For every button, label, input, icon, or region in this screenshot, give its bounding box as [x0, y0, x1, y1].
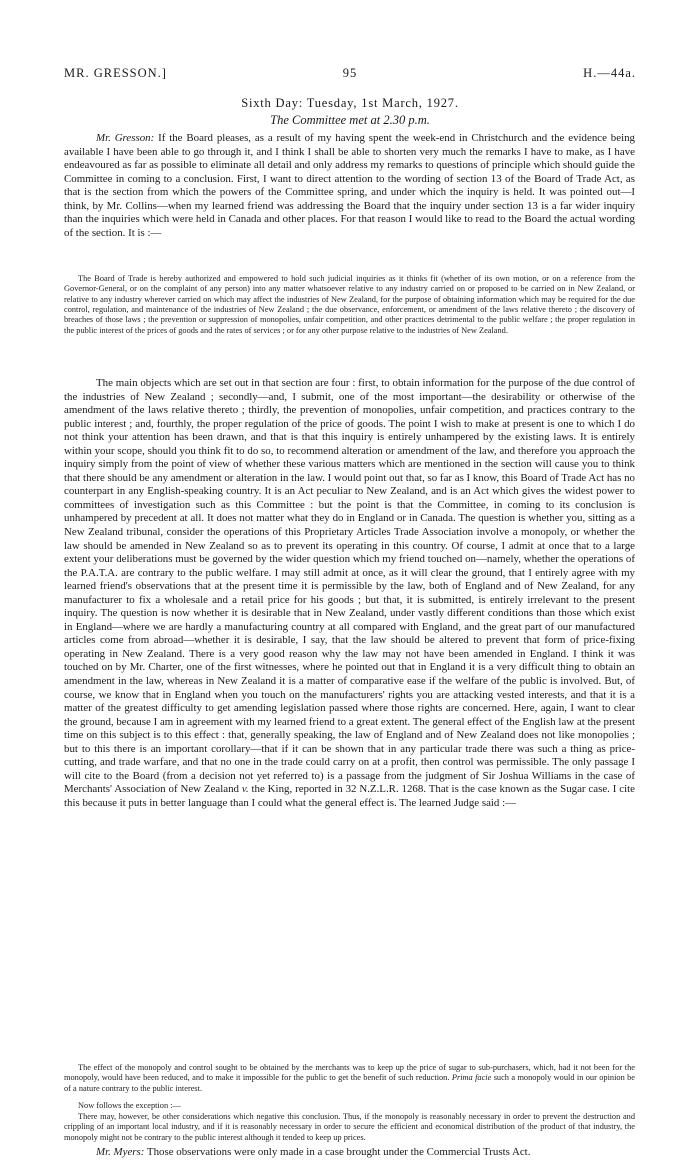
paragraph-main-objects [64, 377, 635, 811]
paragraph-gresson-opening [64, 132, 635, 240]
header-speaker: MR. GRESSON.] [64, 66, 167, 80]
paragraph-text: Those observations were only made in a case brought under the Commercial Trusts Act. [146, 1146, 531, 1158]
exception-note: Now follows the exception :— [78, 1101, 181, 1110]
case-versus: v. [241, 783, 249, 796]
quoted-judgment [64, 1063, 635, 1094]
quote-latin-phrase: Prima facie [451, 1073, 492, 1083]
page-header [64, 66, 636, 84]
paragraph-text: The main objects which are set out in that section are four : first, to obtain information for the purpose of the due control of the industries of New Zealand ; secondly—and, I submit, one of the most important—the desirability or otherwise of the amendment of the laws relative thereto ; thirdly, the prevention of monopolies, unfair competition, and practices contrary to the public interest ; and, fourthly, the proper regulation of the price of goods. The point I wish to make at present is one to which I do not think your attention has been drawn, and that is that this inquiry is entirely unhampered by the existing laws. It is entirely within your scope, should you think fit to do so, to recommend alteration or amendment of the law, and therefore you approach the inquiry simply from the point of view of whether these various matters which are mentioned in the section will cause you to think that there should be any amendment or alteration in the law. I would point out that, so far as I know, this Board of Trade Act has no counterpart in any English-speaking country. It is an Act peculiar to New Zealand, and is an Act which gives the widest power to committees of investigation such as this Committee : but the point is that the Committee, in coming to its conclusion is unhampered by precedent at all. It does not matter what they do in England or in Canada. The question is whether you, sitting as a New Zealand tribunal, consider the operations of this Proprietary Articles Trade Association involve a monopoly, or whether the law should be amended in New Zealand so as to prevent its operating in this country. Of course, I admit at once that to a large extent your deliberations must be governed by the wider question which my friend touched on—namely, whether the operations of the P.A.T.A. are contrary to the public welfare. I may still admit at once, as it will clear the ground, that I entirely agree with my learned friend's observations that at the present time it is permissible by the law, both of England and of New Zealand, for any manufacturer to fix a wholesale and a retail price for his goods ; but that, it is submitted, is entirely irrelevant to the present inquiry. The question is now whether it is desirable that in New Zealand, under vastly different conditions than those which exist in England—where we are hardly a manufacturing country at all compared with England, and the great part of our manufactured articles come from abroad—whether it is desirable, I say, that the law should be altered to prevent that form of price-fixing operating in New Zealand. There is a very good reason why the law may not have been amended in England. I think it was touched on by Mr. Charter, one of the first witnesses, where he pointed out that in England it is a very difficult thing to obtain an amendment in the law, whereas in New Zealand it is a matter of comparative ease if the welfare of the public is involved. But, of course, we know that in England when you touch on the manufacturers' rights you are attacking vested interests, and that it is a matter of the greatest difficulty to get amending legislation passed where those rights are concerned. Here, again, I want to clear the ground, because I am in agreement with my learned friend to a great extent. The general effect of the English law at the present time on this subject is to this effect : that, generally speaking, the law of England and of New Zealand does not like monopolies ; but to this there is an important corollary—that if it can be shown that in any particular trade there was such a thing as price-cutting, and trade warfare, and that no one in the trade could carry on at a profit, then control was permissible. The only passage I will cite to the Board (from a decision not yet referred to) is a passage from the judgment of Sir Joshua Williams in the case of Merchants' Association of New Zealand [64, 377, 635, 796]
quoted-section-13: The Board of Trade is hereby authorized and empowered to hold such judicial inquiries as it thinks fit (whether of its own motion, or on a reference from the Governor-General, or on the complaint of any person) into any matter whatsoever relative to any industry carried on or proposed to be carried on in New Zealand, or relative to any industry wherever carried on which may affect the industries of New Zealand, for the purpose of obtaining information which may be required for the due control, regulation, and maintenance of the industries of New Zealand ; the due observance, enforcement, or amendment of the laws relative thereto ; the discovery of breaches of those laws ; the prevention or suppression of monopolies, unfair competition, and other practices detrimental to the public welfare ; the proper regulation in the public interest of the prices of goods and the rates of services ; or for any other purpose relative to the industries of New Zealand. [64, 274, 635, 335]
paragraph-text: If the Board pleases, as a result of my having spent the week-end in Christchurch and the evidence being available I have been able to go through it, and I think I shall be able to shorten very much the remarks I have to make, as I have endeavoured as far as possible to eliminate all detail and only address my remarks to questions of principle which should guide the Committee in coming to a conclusion. First, I want to direct attention to the wording of section 13 of the Board of Trade Act, as that is the section from which the powers of the Committee spring, and under which the inquiry is held. It was pointed out—I think, by Mr. Collins—when my learned friend was addressing the Board that the inquiry under section 13 is a far wider inquiry than the inquiries which were held in Canada and other places. For that reason I would like to read to the Board the actual wording of the section. It is :— [64, 132, 635, 239]
quote-text-continued: such a monopoly would in our opinion be of a nature contrary to the public interest. [64, 1073, 636, 1093]
day-heading: Sixth Day: Tuesday, 1st March, 1927. [241, 96, 459, 110]
page-number: 95 [342, 66, 358, 80]
speaker-name: Mr. Gresson: [96, 132, 155, 144]
quoted-exception: There may, however, be other considerations which negative this conclusion. Thus, if the monopoly is reasonably necessary in order to prevent the destruction and crippling of an important local industry, and if it is reasonably necessary in order to secure the efficient and economical distribution of the product of that industry, the monopoly might not be contrary to the public interest although it tended to keep up prices. [64, 1112, 635, 1142]
paragraph-text-continued: the King, reported in 32 N.Z.L.R. 1268. That is the case known as the Sugar case. I cite this because it puts in better language than I could what the general effect is. The learned Judge said :— [64, 783, 635, 809]
quote-text: The effect of the monopoly and control sought to be obtained by the merchants was to keep up the price of sugar to sub-purchasers, which, had it not been for the monopoly, would have been reduced, and to make it impossible for the public to get the benefit of such reduction. [64, 1063, 635, 1083]
document-code: H.—44a. [583, 66, 636, 80]
sitting-time: The Committee met at 2.30 p.m. [270, 113, 430, 127]
speaker-name: Mr. Myers: [96, 1146, 145, 1158]
paragraph-myers-reply [64, 1146, 635, 1160]
